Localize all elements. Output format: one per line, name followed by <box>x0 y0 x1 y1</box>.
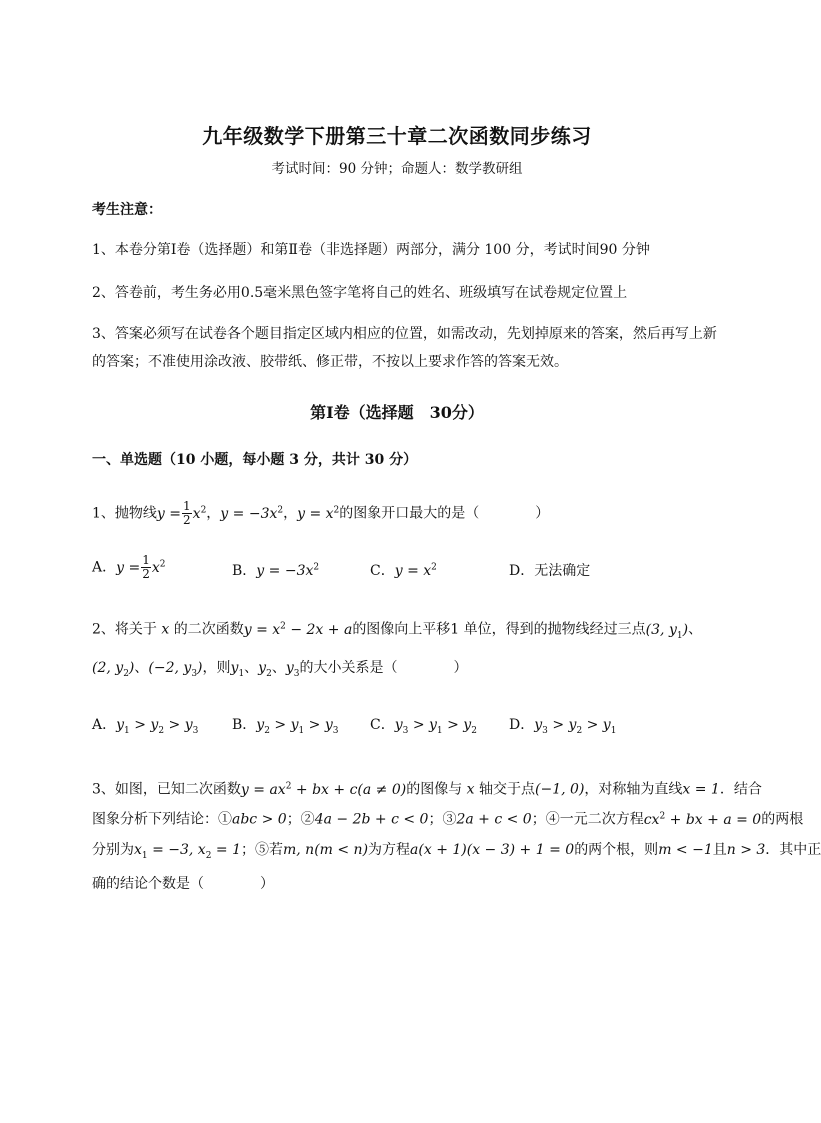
q1-formula-2: $y = -3x^2$ <box>220 505 284 522</box>
q1-option-d[interactable]: D．无法确定 <box>509 563 591 579</box>
notice-item-3-line-1: 3、答案必须写在试卷各个题目指定区域内相应的位置，如需改动，先划掉原来的答案，然后再写上新 <box>92 326 717 342</box>
question-3-line-4: 确的结论个数是（ ） <box>92 876 274 892</box>
question-1: 1、抛物线y = $\frac{1}{2}$ $x^2$，$y = -3x^2$，$y = x^2$的图象开口最大的是（ ） <box>92 499 550 528</box>
q1-option-c[interactable]: C．$y = x^2$ <box>370 562 437 579</box>
question-2-line-1: 2、将关于 x 的二次函数$y = x^2 - 2x + a$的图像向上平移1 单位，得到的抛物线经过三点(3, $y_1$)、 <box>92 621 703 641</box>
q1-prefix: 1、抛物线 <box>92 505 157 522</box>
page-title: 九年级数学下册第三十章二次函数同步练习 <box>202 124 592 148</box>
q1-formula-3: $y = x^2$ <box>297 505 340 522</box>
q2-option-b[interactable]: B．$y_2 > y_1 > y_3$ <box>232 717 339 736</box>
notice-heading: 考生注意： <box>92 202 162 218</box>
part-heading: 一、单选题（10 小题，每小题 3 分，共计 30 分） <box>92 452 418 468</box>
question-2-line-2: (2, $y_2$)、(−2, $y_3$)，则$y_1$、$y_2$、$y_3$的大小关系是（ ） <box>92 660 468 679</box>
question-3-line-1: 3、如图，已知二次函数$y = ax^2$ + bx + c(a ≠ 0)的图像与 x 轴交于点(−1, 0)，对称轴为直线x = 1．结合 <box>92 781 762 798</box>
notice-item-1: 1、本卷分第Ⅰ卷（选择题）和第Ⅱ卷（非选择题）两部分，满分 100 分，考试时间90 分钟 <box>92 242 650 258</box>
notice-item-3-line-2: 的答案；不准使用涂改液、胶带纸、修正带，不按以上要求作答的答案无效。 <box>92 354 568 370</box>
q2-option-a[interactable]: A．$y_1 > y_2 > y_3$ <box>92 717 199 736</box>
q1-formula-1: y = $\frac{1}{2}$ $x^2$ <box>156 499 207 528</box>
question-3-line-3: 分别为$x_1 = -3$, $x_2 = 1$；⑤若m, n(m < n)为方程a(x + 1)(x − 3) + 1 = 0的两个根，则m < −1且n > 3．其中正 <box>92 842 821 861</box>
q2-option-d[interactable]: D．$y_3 > y_2 > y_1$ <box>509 717 617 736</box>
exam-info: 考试时间：90 分钟；命题人：数学教研组 <box>271 161 523 177</box>
notice-item-2: 2、答卷前，考生务必用0.5毫米黑色签字笔将自己的姓名、班级填写在试卷规定位置上 <box>92 285 628 301</box>
q1-suffix: 的图象开口最大的是（ ） <box>339 505 550 522</box>
q2-option-c[interactable]: C．$y_3 > y_1 > y_2$ <box>370 717 477 736</box>
question-3-line-2: 图象分析下列结论：①abc > 0；②4a − 2b + c < 0；③2a + c < 0；④一元二次方程$cx^2$ + bx + a = 0的两根 <box>92 811 804 828</box>
q1-option-a[interactable]: A．y = $\frac{1}{2}$ $x^2$ <box>92 553 166 581</box>
section-title: 第Ⅰ卷（选择题 30分） <box>310 403 484 422</box>
q1-option-b[interactable]: B．$y = -3x^2$ <box>232 562 320 579</box>
